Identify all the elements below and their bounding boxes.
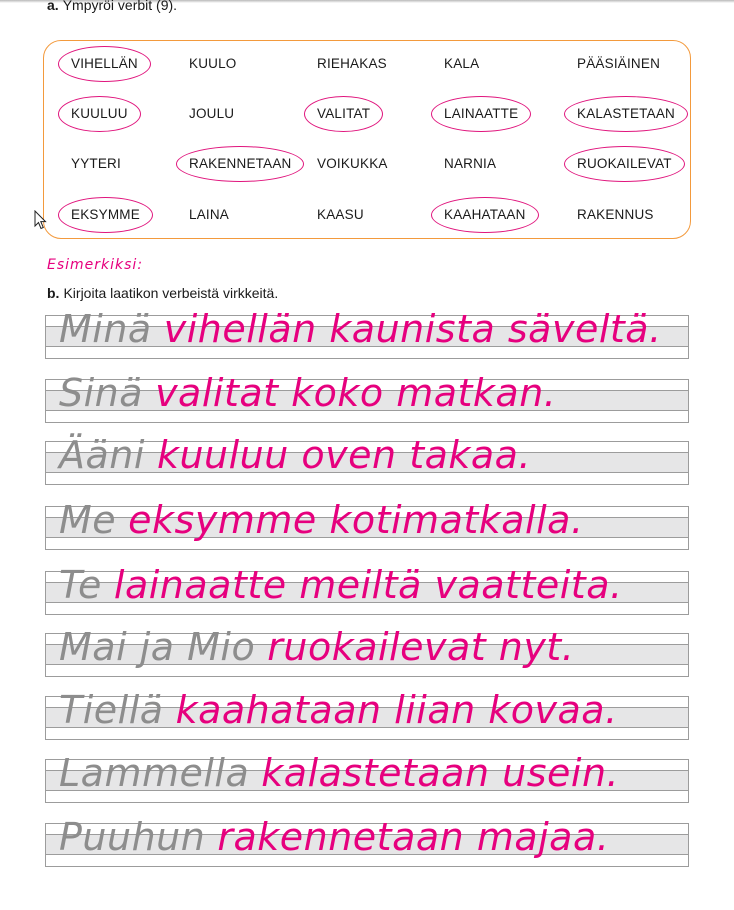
handwritten-answer: lainaatte meiltä vaatteita.	[113, 563, 623, 607]
writing-line	[45, 433, 689, 485]
given-subject: Tiellä	[59, 688, 164, 732]
box-word: PÄÄSIÄINEN	[577, 56, 661, 71]
handwritten-answer: rakennetaan majaa.	[217, 815, 610, 859]
given-subject: Puuhun	[59, 815, 206, 859]
handwritten-answer: kaahataan liian kovaa.	[175, 688, 618, 732]
task-b-text: Kirjoita laatikon verbeistä virkkeitä.	[63, 285, 279, 301]
given-subject: Sinä	[59, 371, 144, 415]
handwritten-answer: kuuluu oven takaa.	[156, 433, 532, 477]
sentence	[59, 307, 662, 351]
circled-verb: RAKENNETAAN	[189, 156, 292, 171]
line-right-edge	[688, 571, 689, 615]
box-word: KUULO	[189, 56, 237, 71]
sentence	[59, 498, 584, 542]
bottom-rule	[45, 676, 689, 677]
line-right-edge	[688, 379, 689, 423]
sentence	[59, 563, 623, 607]
line-right-edge	[688, 633, 689, 677]
task-a-instruction	[47, 0, 177, 14]
given-subject: Mai ja Mio	[59, 625, 256, 669]
given-subject: Me	[59, 498, 117, 542]
line-left-edge	[45, 633, 46, 677]
box-word: RAKENNUS	[577, 207, 654, 222]
line-left-edge	[45, 571, 46, 615]
writing-line	[45, 815, 689, 867]
box-word: KALA	[444, 56, 480, 71]
bottom-rule	[45, 614, 689, 615]
handwritten-answer: ruokailevat nyt.	[267, 625, 575, 669]
given-subject: Lammella	[59, 751, 250, 795]
line-right-edge	[688, 696, 689, 740]
line-right-edge	[688, 441, 689, 485]
handwritten-answer: vihellän kaunista säveltä.	[163, 307, 662, 351]
line-left-edge	[45, 379, 46, 423]
writing-line	[45, 563, 689, 615]
writing-line	[45, 625, 689, 677]
line-left-edge	[45, 441, 46, 485]
word-grid	[44, 41, 690, 238]
circled-verb: LAINAATTE	[444, 106, 519, 121]
line-left-edge	[45, 759, 46, 803]
bottom-rule	[45, 358, 689, 359]
writing-line	[45, 498, 689, 550]
sentence	[59, 815, 609, 859]
circled-verb: KUULUU	[71, 106, 128, 121]
box-word: VOIKUKKA	[317, 156, 388, 171]
circled-verb: RUOKAILEVAT	[577, 156, 672, 171]
sentence	[59, 433, 531, 477]
line-right-edge	[688, 759, 689, 803]
given-subject: Ääni	[59, 433, 145, 477]
box-word: JOULU	[189, 106, 235, 121]
word-box	[43, 40, 691, 239]
box-word: LAINA	[189, 207, 230, 222]
bottom-rule	[45, 422, 689, 423]
example-label: Esimerkiksi:	[47, 257, 144, 273]
bottom-rule	[45, 549, 689, 550]
bottom-rule	[45, 866, 689, 867]
sentence	[59, 751, 619, 795]
box-word: NARNIA	[444, 156, 497, 171]
handwritten-answer: kalastetaan usein.	[261, 751, 620, 795]
task-a-letter: a.	[47, 0, 59, 13]
circled-verb: KAAHATAAN	[444, 207, 526, 222]
writing-line	[45, 307, 689, 359]
task-b-letter: b.	[47, 285, 60, 301]
circled-verb: VALITAT	[317, 106, 371, 121]
box-word: YYTERI	[71, 156, 121, 171]
circled-verb: VIHELLÄN	[71, 56, 138, 71]
bottom-rule	[45, 484, 689, 485]
handwritten-answer: eksymme kotimatkalla.	[128, 498, 584, 542]
sentence	[59, 688, 618, 732]
sentence	[59, 371, 556, 415]
line-left-edge	[45, 315, 46, 359]
line-right-edge	[688, 506, 689, 550]
task-b-instruction	[47, 284, 278, 302]
line-left-edge	[45, 506, 46, 550]
circled-verb: KALASTETAAN	[577, 106, 675, 121]
mouse-pointer-icon	[34, 210, 48, 230]
task-a-text: Ympyröi verbit (9).	[62, 0, 178, 13]
bottom-rule	[45, 739, 689, 740]
bottom-rule	[45, 802, 689, 803]
line-left-edge	[45, 823, 46, 867]
writing-line	[45, 751, 689, 803]
line-left-edge	[45, 696, 46, 740]
line-right-edge	[688, 315, 689, 359]
line-right-edge	[688, 823, 689, 867]
box-word: KAASU	[317, 207, 364, 222]
writing-line	[45, 688, 689, 740]
sentence	[59, 625, 574, 669]
handwritten-answer: valitat koko matkan.	[155, 371, 557, 415]
writing-line	[45, 371, 689, 423]
circled-verb: EKSYMME	[71, 207, 140, 222]
given-subject: Minä	[59, 307, 152, 351]
given-subject: Te	[59, 563, 102, 607]
box-word: RIEHAKAS	[317, 56, 387, 71]
